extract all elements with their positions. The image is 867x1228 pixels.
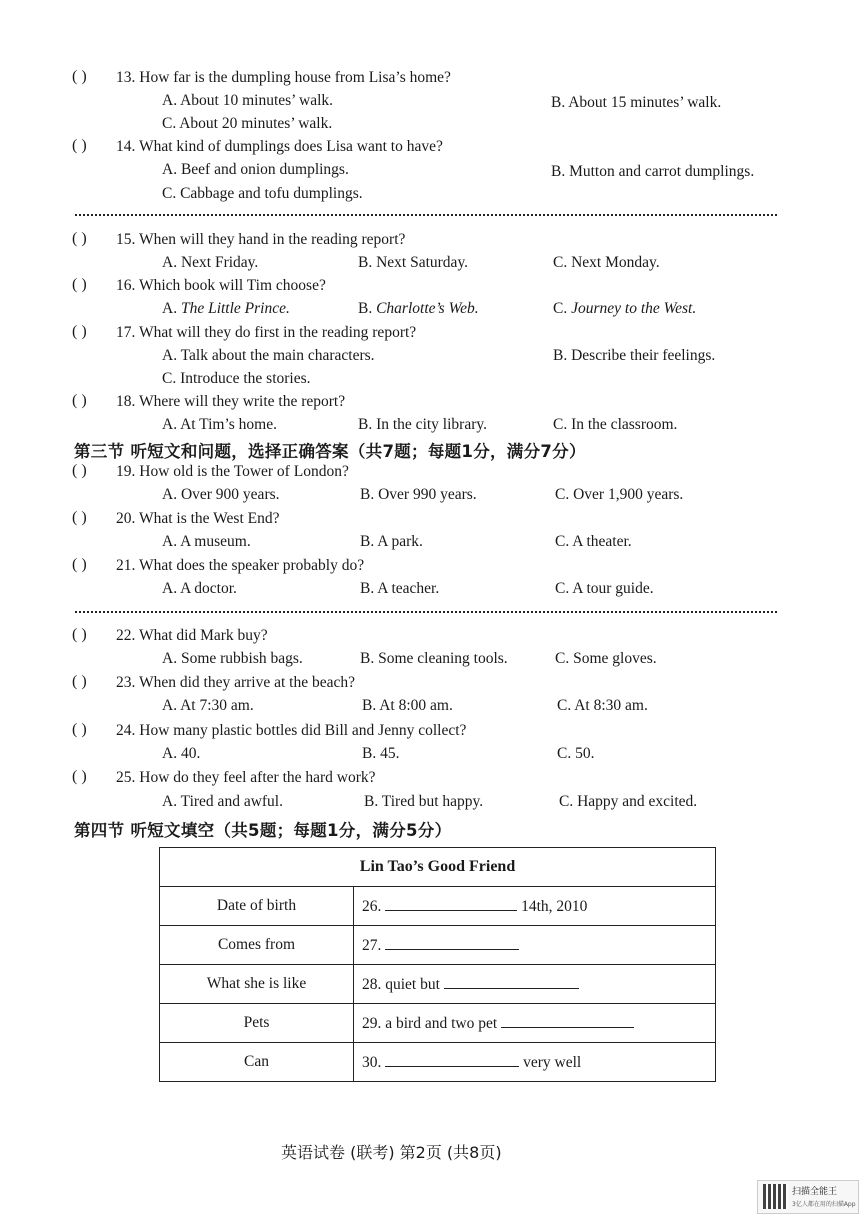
question-24-stem: 24. How many plastic bottles did Bill and Jenny collect? (116, 722, 467, 739)
scanner-watermark (757, 1180, 859, 1214)
question-19-stem: 19. How old is the Tower of London? (116, 463, 349, 480)
question-22-stem: 22. What did Mark buy? (116, 627, 268, 644)
q17-option-c: C. Introduce the stories. (162, 370, 311, 387)
section-4-heading: 第四节 听短文填空（共5题；每题1分，满分5分） (74, 821, 452, 840)
answer-bracket: ( ) (72, 626, 87, 643)
section-3-heading: 第三节 听短文和问题，选择正确答案（共7题；每题1分，满分7分） (74, 442, 586, 461)
q25-option-a: A. Tired and awful. (162, 793, 283, 810)
q22-option-a: A. Some rubbish bags. (162, 650, 303, 667)
answer-bracket: ( ) (72, 721, 87, 738)
q17-option-b: B. Describe their feelings. (553, 347, 716, 364)
answer-blank[interactable] (444, 974, 579, 989)
q15-option-c: C. Next Monday. (553, 254, 660, 271)
q14-option-c: C. Cabbage and tofu dumplings. (162, 185, 363, 202)
question-20-stem: 20. What is the West End? (116, 510, 280, 527)
q13-option-c: C. About 20 minutes’ walk. (162, 115, 333, 132)
row-answer: 28. quiet but (354, 965, 716, 1004)
row-label: Can (160, 1043, 354, 1082)
table-row (160, 965, 716, 1004)
answer-blank[interactable] (385, 1052, 519, 1067)
question-16-stem: 16. Which book will Tim choose? (116, 277, 326, 294)
q16-option-c: C. Journey to the West. (553, 300, 697, 317)
row-answer: 26. 14th, 2010 (354, 887, 716, 926)
q14-option-b: B. Mutton and carrot dumplings. (551, 163, 755, 180)
q25-option-b: B. Tired but happy. (364, 793, 484, 810)
row-label: Pets (160, 1004, 354, 1043)
q25-option-c: C. Happy and excited. (559, 793, 698, 810)
q20-option-b: B. A park. (360, 533, 423, 550)
table-row (160, 1043, 716, 1082)
answer-bracket: ( ) (72, 462, 87, 479)
dotted-divider (75, 611, 777, 613)
q16-option-b: B. Charlotte’s Web. (358, 300, 479, 317)
answer-bracket: ( ) (72, 137, 87, 154)
q24-option-c: C. 50. (557, 745, 595, 762)
fill-in-table (159, 847, 716, 1082)
q19-option-a: A. Over 900 years. (162, 486, 280, 503)
q23-option-a: A. At 7:30 am. (162, 697, 254, 714)
q24-option-a: A. 40. (162, 745, 201, 762)
answer-bracket: ( ) (72, 392, 87, 409)
q18-option-c: C. In the classroom. (553, 416, 678, 433)
page-footer: 英语试卷 (联考) 第2页 (共8页) (281, 1143, 502, 1162)
q22-option-b: B. Some cleaning tools. (360, 650, 508, 667)
question-15-stem: 15. When will they hand in the reading report? (116, 231, 406, 248)
q23-option-c: C. At 8:30 am. (557, 697, 648, 714)
table-row (160, 887, 716, 926)
q18-option-a: A. At Tim’s home. (162, 416, 277, 433)
q21-option-b: B. A teacher. (360, 580, 440, 597)
watermark-subtitle: 3亿人都在用的扫描App (792, 1201, 856, 1208)
q20-option-a: A. A museum. (162, 533, 251, 550)
answer-blank[interactable] (501, 1013, 634, 1028)
q14-option-a: A. Beef and onion dumplings. (162, 161, 349, 178)
q15-option-b: B. Next Saturday. (358, 254, 469, 271)
q16-option-a: A. The Little Prince. (162, 300, 290, 317)
q13-option-b: B. About 15 minutes’ walk. (551, 94, 722, 111)
question-17-stem: 17. What will they do first in the reading report? (116, 324, 417, 341)
row-answer: 29. a bird and two pet (354, 1004, 716, 1043)
row-label: Comes from (160, 926, 354, 965)
answer-bracket: ( ) (72, 556, 87, 573)
answer-bracket: ( ) (72, 68, 87, 85)
q15-option-a: A. Next Friday. (162, 254, 259, 271)
answer-bracket: ( ) (72, 768, 87, 785)
q19-option-b: B. Over 990 years. (360, 486, 477, 503)
row-label: What she is like (160, 965, 354, 1004)
answer-bracket: ( ) (72, 323, 87, 340)
question-14-stem: 14. What kind of dumplings does Lisa want to have? (116, 138, 443, 155)
question-18-stem: 18. Where will they write the report? (116, 393, 346, 410)
answer-blank[interactable] (385, 896, 517, 911)
answer-bracket: ( ) (72, 673, 87, 690)
q20-option-c: C. A theater. (555, 533, 632, 550)
q13-option-a: A. About 10 minutes’ walk. (162, 92, 334, 109)
question-25-stem: 25. How do they feel after the hard work? (116, 769, 376, 786)
q24-option-b: B. 45. (362, 745, 400, 762)
q21-option-a: A. A doctor. (162, 580, 237, 597)
answer-bracket: ( ) (72, 509, 87, 526)
watermark-title: 扫描全能王 (792, 1187, 838, 1197)
q21-option-c: C. A tour guide. (555, 580, 654, 597)
row-answer: 30. very well (354, 1043, 716, 1082)
row-label: Date of birth (160, 887, 354, 926)
table-row (160, 1004, 716, 1043)
q19-option-c: C. Over 1,900 years. (555, 486, 684, 503)
answer-bracket: ( ) (72, 276, 87, 293)
answer-bracket: ( ) (72, 230, 87, 247)
dotted-divider (75, 214, 777, 216)
qr-code-icon (763, 1184, 788, 1209)
q23-option-b: B. At 8:00 am. (362, 697, 453, 714)
q18-option-b: B. In the city library. (358, 416, 487, 433)
table-title: Lin Tao’s Good Friend (160, 848, 716, 887)
question-21-stem: 21. What does the speaker probably do? (116, 557, 365, 574)
question-13-stem: 13. How far is the dumpling house from Lisa’s home? (116, 69, 451, 86)
question-23-stem: 23. When did they arrive at the beach? (116, 674, 356, 691)
q17-option-a: A. Talk about the main characters. (162, 347, 375, 364)
table-row (160, 926, 716, 965)
row-answer: 27. (354, 926, 716, 965)
q22-option-c: C. Some gloves. (555, 650, 657, 667)
answer-blank[interactable] (385, 935, 519, 950)
